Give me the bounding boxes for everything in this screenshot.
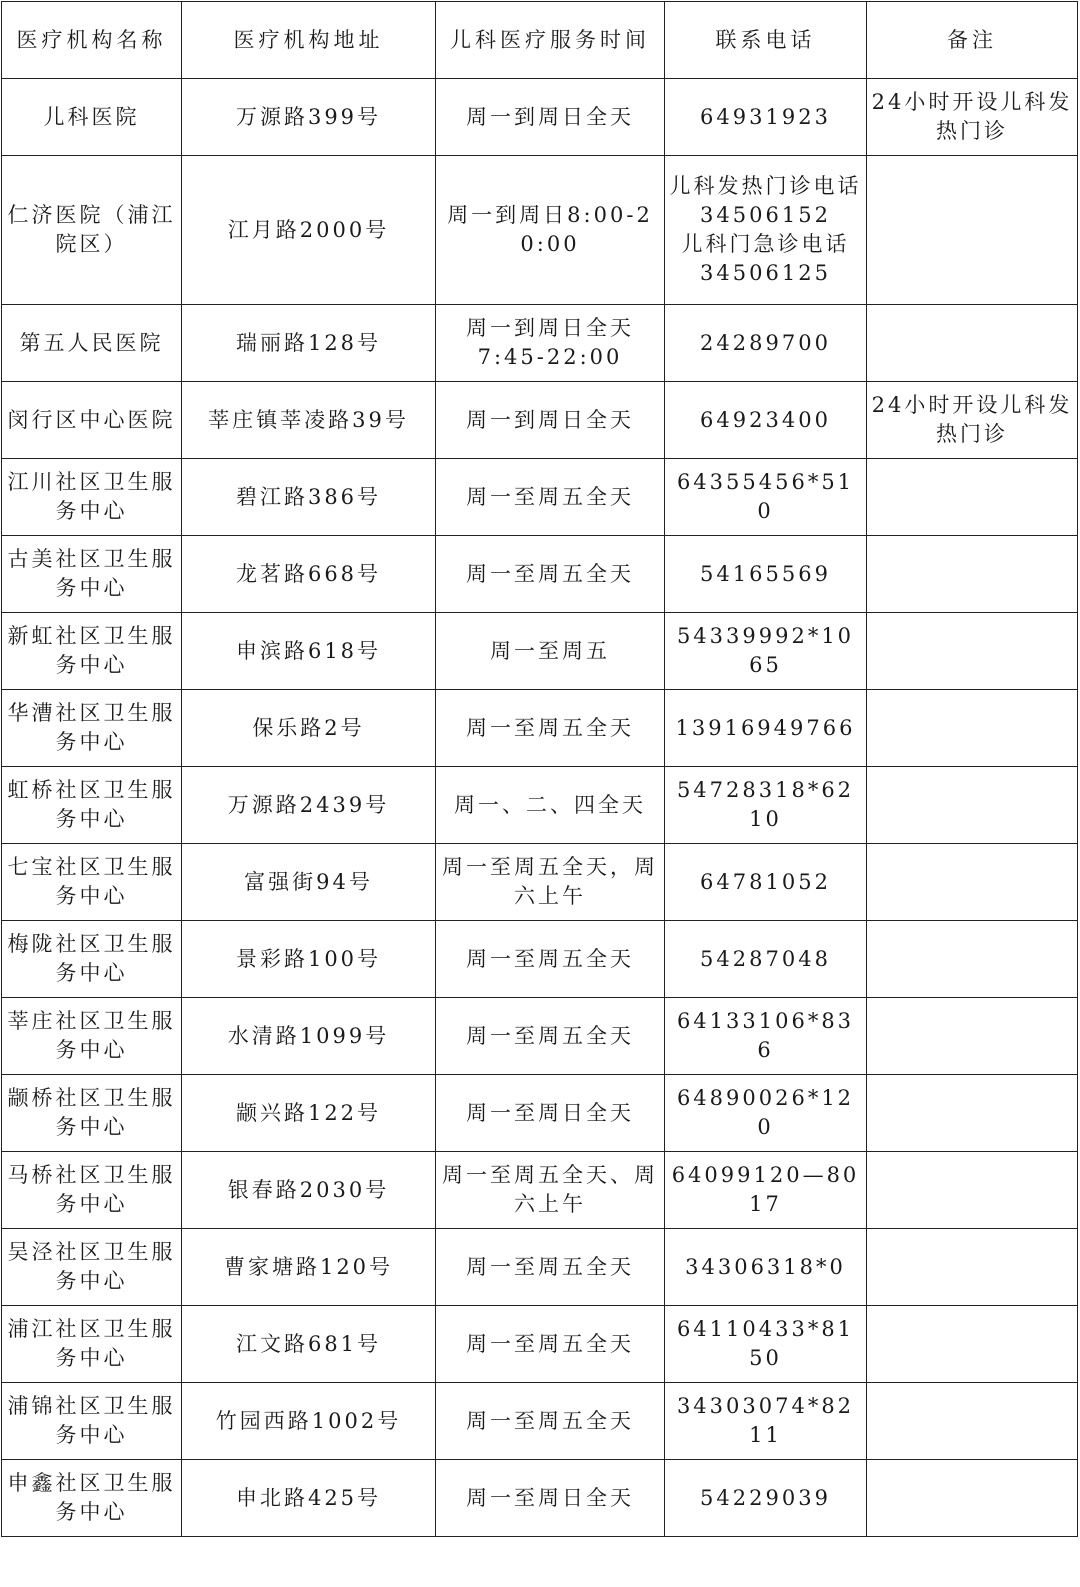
table-row bbox=[2, 79, 1078, 156]
cell-name: 浦江社区卫生服务中心 bbox=[2, 1306, 182, 1383]
cell-phone: 24289700 bbox=[665, 305, 867, 382]
pediatric-clinic-table bbox=[1, 1, 1078, 1537]
cell-address: 曹家塘路120号 bbox=[182, 1229, 436, 1306]
cell-hours: 周一、二、四全天 bbox=[436, 767, 665, 844]
cell-phone: 54287048 bbox=[665, 921, 867, 998]
cell-name: 仁济医院（浦江院区） bbox=[2, 156, 182, 305]
cell-name: 第五人民医院 bbox=[2, 305, 182, 382]
cell-hours: 周一至周日全天 bbox=[436, 1460, 665, 1537]
header-note: 备注 bbox=[867, 2, 1078, 79]
cell-address: 保乐路2号 bbox=[182, 690, 436, 767]
cell-note bbox=[867, 1152, 1078, 1229]
cell-address: 颛兴路122号 bbox=[182, 1075, 436, 1152]
cell-name: 七宝社区卫生服务中心 bbox=[2, 844, 182, 921]
table-row bbox=[2, 998, 1078, 1075]
cell-phone: 64781052 bbox=[665, 844, 867, 921]
table-row bbox=[2, 613, 1078, 690]
cell-note bbox=[867, 767, 1078, 844]
cell-phone: 54229039 bbox=[665, 1460, 867, 1537]
cell-phone: 54728318*6210 bbox=[665, 767, 867, 844]
cell-hours: 周一至周五全天 bbox=[436, 1229, 665, 1306]
cell-phone: 54339992*1065 bbox=[665, 613, 867, 690]
cell-phone: 64133106*836 bbox=[665, 998, 867, 1075]
table-row bbox=[2, 690, 1078, 767]
cell-phone: 64931923 bbox=[665, 79, 867, 156]
cell-name: 华漕社区卫生服务中心 bbox=[2, 690, 182, 767]
cell-note bbox=[867, 1229, 1078, 1306]
cell-hours: 周一至周五 bbox=[436, 613, 665, 690]
table-row bbox=[2, 1306, 1078, 1383]
cell-hours: 周一至周五全天 bbox=[436, 1306, 665, 1383]
cell-note: 24小时开设儿科发热门诊 bbox=[867, 382, 1078, 459]
cell-name: 马桥社区卫生服务中心 bbox=[2, 1152, 182, 1229]
table-row bbox=[2, 1383, 1078, 1460]
cell-name: 新虹社区卫生服务中心 bbox=[2, 613, 182, 690]
cell-hours: 周一到周日全天 bbox=[436, 79, 665, 156]
cell-address: 富强街94号 bbox=[182, 844, 436, 921]
cell-hours: 周一到周日8:00-20:00 bbox=[436, 156, 665, 305]
cell-name: 莘庄社区卫生服务中心 bbox=[2, 998, 182, 1075]
cell-address: 竹园西路1002号 bbox=[182, 1383, 436, 1460]
cell-name: 古美社区卫生服务中心 bbox=[2, 536, 182, 613]
cell-hours: 周一至周五全天 bbox=[436, 998, 665, 1075]
cell-hours: 周一至周五全天 bbox=[436, 921, 665, 998]
cell-note bbox=[867, 536, 1078, 613]
cell-name: 虹桥社区卫生服务中心 bbox=[2, 767, 182, 844]
cell-phone: 64110433*8150 bbox=[665, 1306, 867, 1383]
cell-address: 莘庄镇莘凌路39号 bbox=[182, 382, 436, 459]
table-row bbox=[2, 382, 1078, 459]
cell-name: 浦锦社区卫生服务中心 bbox=[2, 1383, 182, 1460]
cell-phone: 34303074*8211 bbox=[665, 1383, 867, 1460]
cell-hours: 周一至周五全天 bbox=[436, 690, 665, 767]
table-row bbox=[2, 844, 1078, 921]
cell-note bbox=[867, 1383, 1078, 1460]
cell-note bbox=[867, 690, 1078, 767]
cell-name: 吴泾社区卫生服务中心 bbox=[2, 1229, 182, 1306]
cell-note bbox=[867, 844, 1078, 921]
cell-hours: 周一至周五全天，周六上午 bbox=[436, 844, 665, 921]
cell-phone: 64099120—8017 bbox=[665, 1152, 867, 1229]
cell-name: 闵行区中心医院 bbox=[2, 382, 182, 459]
cell-name: 儿科医院 bbox=[2, 79, 182, 156]
cell-hours: 周一至周五全天 bbox=[436, 536, 665, 613]
cell-note bbox=[867, 459, 1078, 536]
cell-note bbox=[867, 1460, 1078, 1537]
cell-phone: 儿科发热门诊电话 34506152 儿科门急诊电话 34506125 bbox=[665, 156, 867, 305]
cell-hours: 周一至周五全天、周六上午 bbox=[436, 1152, 665, 1229]
cell-address: 景彩路100号 bbox=[182, 921, 436, 998]
cell-phone: 34306318*0 bbox=[665, 1229, 867, 1306]
cell-phone: 64890026*120 bbox=[665, 1075, 867, 1152]
cell-hours: 周一至周五全天 bbox=[436, 1383, 665, 1460]
table-row bbox=[2, 305, 1078, 382]
cell-address: 水清路1099号 bbox=[182, 998, 436, 1075]
cell-address: 瑞丽路128号 bbox=[182, 305, 436, 382]
cell-address: 银春路2030号 bbox=[182, 1152, 436, 1229]
cell-note bbox=[867, 613, 1078, 690]
cell-hours: 周一到周日全天 7:45-22:00 bbox=[436, 305, 665, 382]
table-row bbox=[2, 1152, 1078, 1229]
cell-address: 万源路2439号 bbox=[182, 767, 436, 844]
cell-hours: 周一到周日全天 bbox=[436, 382, 665, 459]
cell-address: 龙茗路668号 bbox=[182, 536, 436, 613]
header-phone: 联系电话 bbox=[665, 2, 867, 79]
cell-phone: 54165569 bbox=[665, 536, 867, 613]
cell-address: 申滨路618号 bbox=[182, 613, 436, 690]
cell-note bbox=[867, 156, 1078, 305]
cell-address: 江月路2000号 bbox=[182, 156, 436, 305]
cell-address: 万源路399号 bbox=[182, 79, 436, 156]
cell-name: 梅陇社区卫生服务中心 bbox=[2, 921, 182, 998]
cell-note bbox=[867, 1306, 1078, 1383]
table-row bbox=[2, 459, 1078, 536]
table-row bbox=[2, 1075, 1078, 1152]
cell-address: 碧江路386号 bbox=[182, 459, 436, 536]
table-row bbox=[2, 1229, 1078, 1306]
cell-note bbox=[867, 998, 1078, 1075]
header-institution-name: 医疗机构名称 bbox=[2, 2, 182, 79]
cell-note bbox=[867, 305, 1078, 382]
cell-address: 申北路425号 bbox=[182, 1460, 436, 1537]
cell-name: 申鑫社区卫生服务中心 bbox=[2, 1460, 182, 1537]
header-institution-address: 医疗机构地址 bbox=[182, 2, 436, 79]
cell-phone: 64355456*510 bbox=[665, 459, 867, 536]
table-row bbox=[2, 536, 1078, 613]
cell-phone: 13916949766 bbox=[665, 690, 867, 767]
cell-address: 江文路681号 bbox=[182, 1306, 436, 1383]
cell-phone: 64923400 bbox=[665, 382, 867, 459]
cell-hours: 周一至周日全天 bbox=[436, 1075, 665, 1152]
cell-note bbox=[867, 1075, 1078, 1152]
header-service-hours: 儿科医疗服务时间 bbox=[436, 2, 665, 79]
cell-hours: 周一至周五全天 bbox=[436, 459, 665, 536]
table-header-row bbox=[2, 2, 1078, 79]
table-row bbox=[2, 156, 1078, 305]
cell-name: 颛桥社区卫生服务中心 bbox=[2, 1075, 182, 1152]
cell-note: 24小时开设儿科发热门诊 bbox=[867, 79, 1078, 156]
cell-note bbox=[867, 921, 1078, 998]
table-row bbox=[2, 1460, 1078, 1537]
table-row bbox=[2, 767, 1078, 844]
cell-name: 江川社区卫生服务中心 bbox=[2, 459, 182, 536]
table-row bbox=[2, 921, 1078, 998]
